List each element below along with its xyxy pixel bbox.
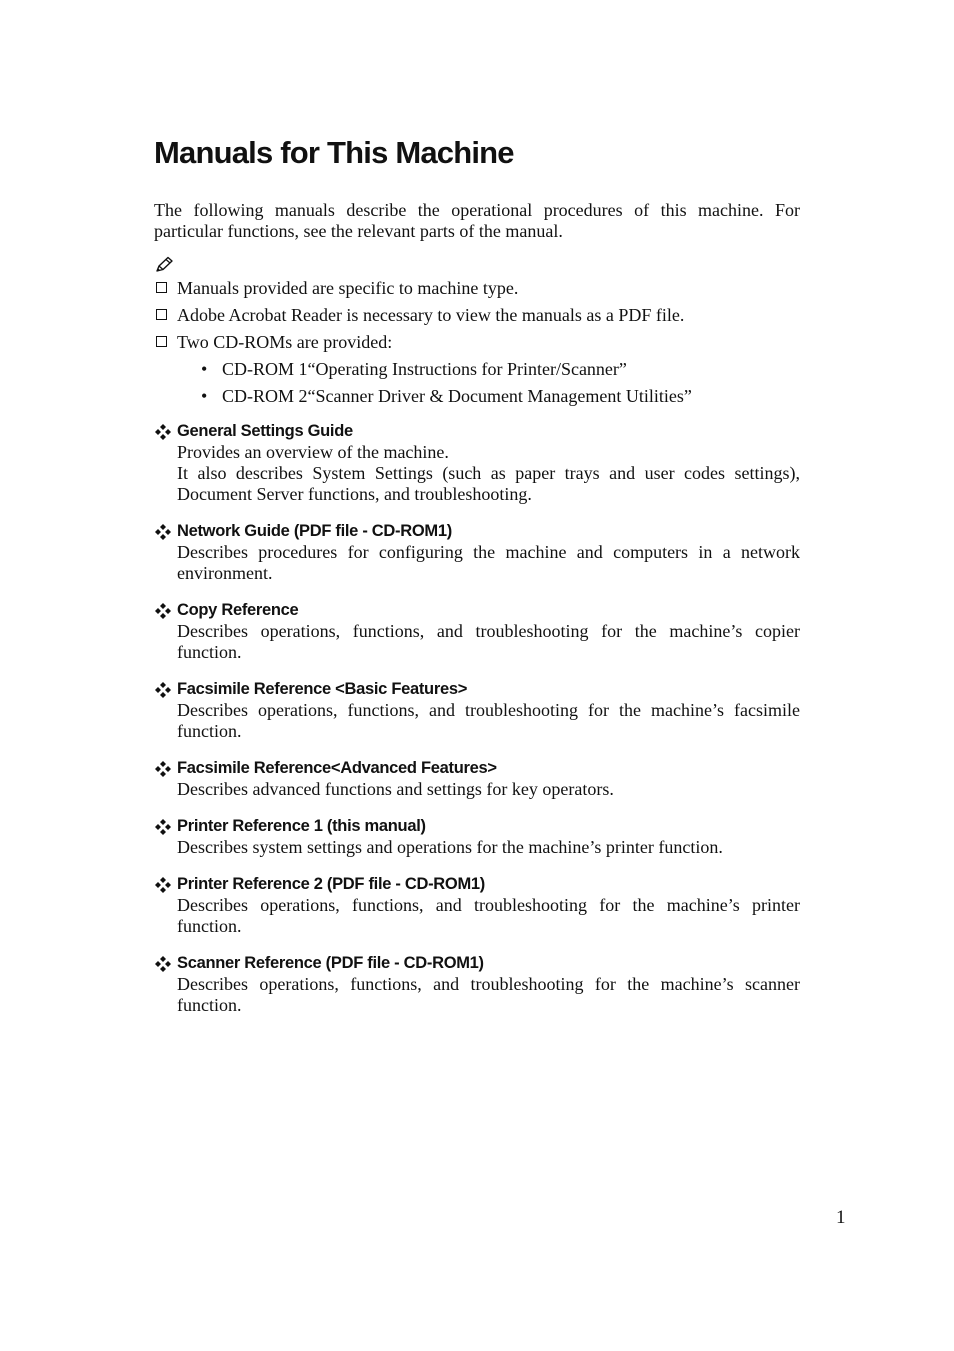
- manual-section: [154, 521, 800, 584]
- section-line: Describes procedures for configuring the machine and computers in a network environment.: [177, 542, 800, 583]
- cdrom-text: CD-ROM 2“Scanner Driver & Document Management Utilities”: [222, 386, 692, 406]
- manual-section: [154, 953, 800, 1016]
- section-heading-text: Copy Reference: [177, 601, 299, 619]
- cdrom-item: [177, 386, 800, 407]
- section-line: It also describes System Settings (such as paper trays and user codes settings), Document Server functions, and troubleshooting.: [177, 463, 800, 504]
- diamond-bullet-icon: [154, 523, 172, 541]
- section-line: Describes operations, functions, and troubleshooting for the machine’s facsimile function.: [177, 700, 800, 741]
- note-item: [154, 278, 800, 299]
- section-heading: [154, 758, 800, 779]
- manual-section: [154, 679, 800, 742]
- diamond-bullet-icon: [154, 760, 172, 778]
- section-heading: [154, 874, 800, 895]
- bullet-icon: •: [201, 359, 208, 379]
- diamond-bullet-icon: [154, 876, 172, 894]
- cdrom-list: [177, 359, 800, 407]
- section-body: [154, 442, 800, 505]
- cdrom-item: [177, 359, 800, 380]
- section-body: [154, 837, 800, 858]
- bullet-icon: •: [201, 386, 208, 406]
- manual-section: [154, 600, 800, 663]
- pencil-note-icon: [154, 256, 174, 274]
- section-line: Describes operations, functions, and troubleshooting for the machine’s copier function.: [177, 621, 800, 662]
- note-text: Adobe Acrobat Reader is necessary to view the manuals as a PDF file.: [177, 305, 685, 325]
- section-body: [154, 621, 800, 663]
- section-heading: [154, 816, 800, 837]
- section-line: Describes operations, functions, and troubleshooting for the machine’s printer function.: [177, 895, 800, 936]
- section-heading: [154, 421, 800, 442]
- section-heading: [154, 521, 800, 542]
- section-heading-text: General Settings Guide: [177, 422, 353, 440]
- diamond-bullet-icon: [154, 955, 172, 973]
- section-heading: [154, 600, 800, 621]
- note-item: [154, 332, 800, 407]
- section-heading-text: Printer Reference 1 (this manual): [177, 817, 426, 835]
- section-heading: [154, 953, 800, 974]
- section-body: [154, 542, 800, 584]
- notes-list: [154, 278, 800, 407]
- diamond-bullet-icon: [154, 681, 172, 699]
- section-heading: [154, 679, 800, 700]
- manual-section: [154, 421, 800, 505]
- diamond-bullet-icon: [154, 818, 172, 836]
- cdrom-text: CD-ROM 1“Operating Instructions for Printer/Scanner”: [222, 359, 627, 379]
- page-title: Manuals for This Machine: [154, 135, 514, 170]
- document-page: [154, 134, 800, 1016]
- manual-section: [154, 874, 800, 937]
- note-text: Two CD-ROMs are provided:: [177, 332, 393, 352]
- section-heading-text: Printer Reference 2 (PDF file - CD-ROM1): [177, 875, 485, 893]
- checkbox-square-icon: [156, 309, 167, 320]
- section-line: Describes system settings and operations for the machine’s printer function.: [177, 837, 723, 857]
- section-heading-text: Facsimile Reference <Basic Features>: [177, 680, 468, 698]
- section-line: Describes advanced functions and settings for key operators.: [177, 779, 614, 799]
- section-line: Describes operations, functions, and troubleshooting for the machine’s scanner function.: [177, 974, 800, 1015]
- section-line: Provides an overview of the machine.: [177, 442, 449, 462]
- section-heading-text: Network Guide (PDF file - CD-ROM1): [177, 522, 452, 540]
- checkbox-square-icon: [156, 282, 167, 293]
- manual-section: [154, 816, 800, 858]
- section-heading-text: Scanner Reference (PDF file - CD-ROM1): [177, 954, 484, 972]
- note-text: Manuals provided are specific to machine type.: [177, 278, 519, 298]
- intro-paragraph: The following manuals describe the operational procedures of this machine. For particular functions, see the relevant parts of the manual.: [154, 200, 800, 241]
- section-body: [154, 779, 800, 800]
- section-body: [154, 974, 800, 1016]
- manual-sections: [154, 421, 800, 1016]
- section-body: [154, 700, 800, 742]
- note-item: [154, 305, 800, 326]
- checkbox-square-icon: [156, 336, 167, 347]
- section-heading-text: Facsimile Reference<Advanced Features>: [177, 759, 497, 777]
- section-body: [154, 895, 800, 937]
- diamond-bullet-icon: [154, 602, 172, 620]
- manual-section: [154, 758, 800, 800]
- diamond-bullet-icon: [154, 423, 172, 441]
- page-number: 1: [836, 1207, 846, 1228]
